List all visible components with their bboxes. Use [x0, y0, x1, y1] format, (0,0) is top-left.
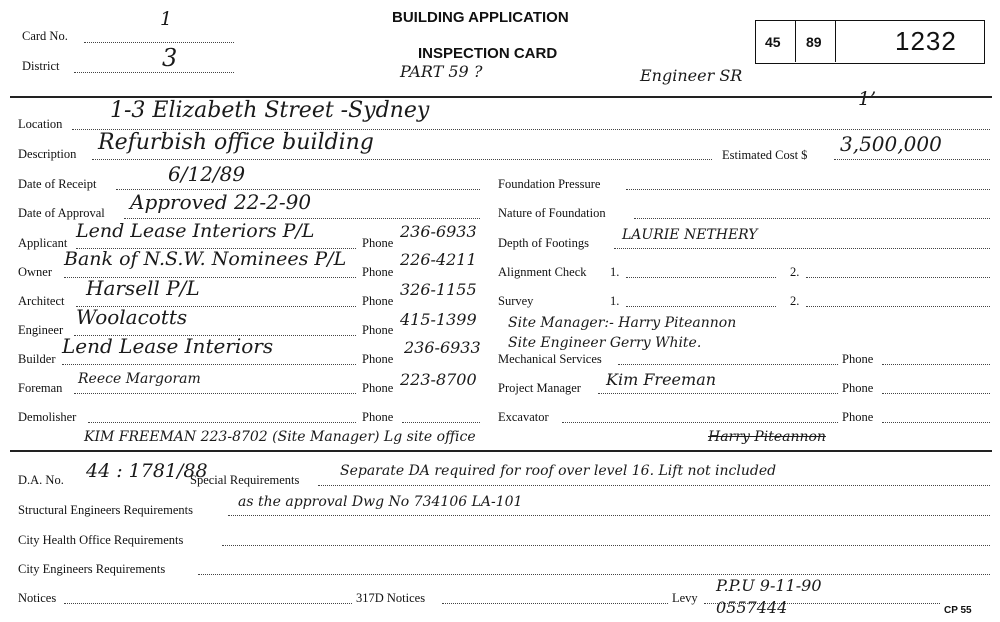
notices-317d-line	[442, 603, 668, 604]
mechanical-services-line	[618, 364, 838, 365]
city-engineers-line	[198, 574, 990, 575]
owner-label: Owner	[18, 265, 53, 279]
foreman-phone-label: Phone	[362, 381, 394, 395]
project-manager-phone-label: Phone	[842, 381, 874, 395]
project-manager-label: Project Manager	[498, 381, 581, 395]
engineer-value: Woolacotts	[76, 305, 188, 329]
excavator-phone-line	[882, 422, 990, 423]
city-health-label: City Health Office Requirements	[18, 533, 184, 547]
form-code: CP 55	[944, 605, 972, 616]
description-line	[92, 159, 712, 160]
survey-label: Survey	[498, 294, 534, 308]
alignment-check-label: Alignment Check	[498, 265, 587, 279]
da-label: D.A. No.	[18, 473, 64, 487]
architect-label: Architect	[18, 294, 65, 308]
applicant-phone-label: Phone	[362, 236, 394, 250]
alignment-line2	[806, 277, 990, 278]
district-label: District	[22, 59, 60, 73]
date-approval-value: Approved 22-2-90	[130, 190, 312, 214]
survey-line1	[626, 306, 776, 307]
engineer-phone: 415-1399	[400, 310, 477, 329]
demolisher-phone-line	[402, 422, 480, 423]
card-no-line	[84, 42, 234, 43]
site-manager-note: Site Manager:- Harry Piteannon	[508, 315, 737, 331]
excavator-phone-label: Phone	[842, 410, 874, 424]
survey-num1: 1.	[610, 294, 620, 308]
demolisher-phone-label: Phone	[362, 410, 394, 424]
da-value: 44 : 1781/88	[86, 460, 208, 482]
city-health-line	[222, 545, 990, 546]
foreman-line	[74, 393, 356, 394]
depth-footings-label: Depth of Footings	[498, 236, 589, 250]
notices-line	[64, 603, 352, 604]
applicant-phone: 236-6933	[400, 222, 477, 241]
estimated-cost-line	[834, 159, 990, 160]
city-engineers-label: City Engineers Requirements	[18, 562, 166, 576]
survey-line2	[806, 306, 990, 307]
builder-value: Lend Lease Interiors	[62, 334, 274, 358]
alignment-line1	[626, 277, 776, 278]
divider-note-struck: Harry Piteannon	[708, 429, 826, 445]
part-note: PART 59 ?	[400, 62, 483, 81]
structural-line	[228, 515, 990, 516]
nature-foundation-label: Nature of Foundation	[498, 206, 606, 220]
middle-rule	[10, 450, 992, 452]
engineer-note: Engineer SR	[640, 66, 743, 85]
structural-value: as the approval Dwg No 734106 LA-101	[238, 494, 523, 510]
district-value: 3	[162, 44, 178, 72]
divider-note: KIM FREEMAN 223-8702 (Site Manager) Lg site office	[84, 429, 476, 445]
applicant-label: Applicant	[18, 236, 68, 250]
owner-value: Bank of N.S.W. Nominees P/L	[64, 248, 347, 270]
date-receipt-value: 6/12/89	[168, 162, 246, 186]
foreman-phone: 223-8700	[400, 370, 477, 389]
date-approval-line	[124, 218, 480, 219]
corner-mark: 1’	[858, 88, 877, 110]
notices-317d-label: 317D Notices	[356, 591, 426, 605]
structural-label: Structural Engineers Requirements	[18, 503, 193, 517]
title-line1: BUILDING APPLICATION	[392, 9, 569, 26]
mechanical-phone-label: Phone	[842, 352, 874, 366]
builder-phone-label: Phone	[362, 352, 394, 366]
description-label: Description	[18, 147, 77, 161]
foundation-pressure-label: Foundation Pressure	[498, 177, 601, 191]
excavator-label: Excavator	[498, 410, 549, 424]
location-value: 1-3 Elizabeth Street -Sydney	[110, 98, 430, 123]
alignment-num2: 2.	[790, 265, 800, 279]
levy-value: P.P.U 9-11-90	[716, 576, 822, 595]
card-number: 1232	[895, 26, 957, 56]
foundation-pressure-line	[626, 189, 990, 190]
architect-phone-label: Phone	[362, 294, 394, 308]
special-req-label: Special Requirements	[190, 473, 300, 487]
card-no-label: Card No.	[22, 29, 68, 43]
date-approval-label: Date of Approval	[18, 206, 105, 220]
engineer-phone-label: Phone	[362, 323, 394, 337]
nature-foundation-line	[634, 218, 990, 219]
depth-footings-line	[614, 248, 990, 249]
excavator-line	[562, 422, 838, 423]
site-engineer-note: Site Engineer Gerry White.	[508, 335, 702, 351]
survey-num2: 2.	[790, 294, 800, 308]
location-label: Location	[18, 117, 63, 131]
architect-value: Harsell P/L	[86, 276, 200, 300]
estimated-cost-value: 3,500,000	[840, 132, 942, 156]
architect-phone: 326-1155	[400, 280, 477, 299]
date-receipt-label: Date of Receipt	[18, 177, 97, 191]
district-line	[74, 72, 234, 73]
demolisher-line	[88, 422, 356, 423]
box-b-value: 89	[806, 34, 822, 50]
project-manager-line	[598, 393, 838, 394]
owner-phone: 226-4211	[400, 250, 477, 269]
project-manager-phone-line	[882, 393, 990, 394]
builder-phone: 236-6933	[404, 338, 481, 357]
owner-phone-label: Phone	[362, 265, 394, 279]
box-a-value: 45	[765, 34, 781, 50]
foreman-label: Foreman	[18, 381, 63, 395]
builder-line	[62, 364, 356, 365]
depth-footings-value: LAURIE NETHERY	[622, 227, 758, 243]
project-manager-value: Kim Freeman	[606, 370, 717, 389]
notices-label: Notices	[18, 591, 57, 605]
levy-receipt: 0557444	[716, 598, 788, 617]
levy-label: Levy	[672, 591, 698, 605]
mechanical-phone-line	[882, 364, 990, 365]
special-req-line	[318, 485, 990, 486]
alignment-num1: 1.	[610, 265, 620, 279]
builder-label: Builder	[18, 352, 56, 366]
special-req-value: Separate DA required for roof over level 16. Lift not included	[340, 463, 777, 479]
engineer-label: Engineer	[18, 323, 64, 337]
mechanical-services-label: Mechanical Services	[498, 352, 602, 366]
title-line2: INSPECTION CARD	[418, 45, 558, 62]
foreman-value: Reece Margoram	[78, 371, 201, 387]
demolisher-label: Demolisher	[18, 410, 77, 424]
applicant-value: Lend Lease Interiors P/L	[76, 220, 315, 242]
estimated-cost-label: Estimated Cost $	[722, 148, 808, 162]
description-value: Refurbish office building	[98, 130, 374, 155]
card-no-value: 1	[160, 8, 173, 30]
